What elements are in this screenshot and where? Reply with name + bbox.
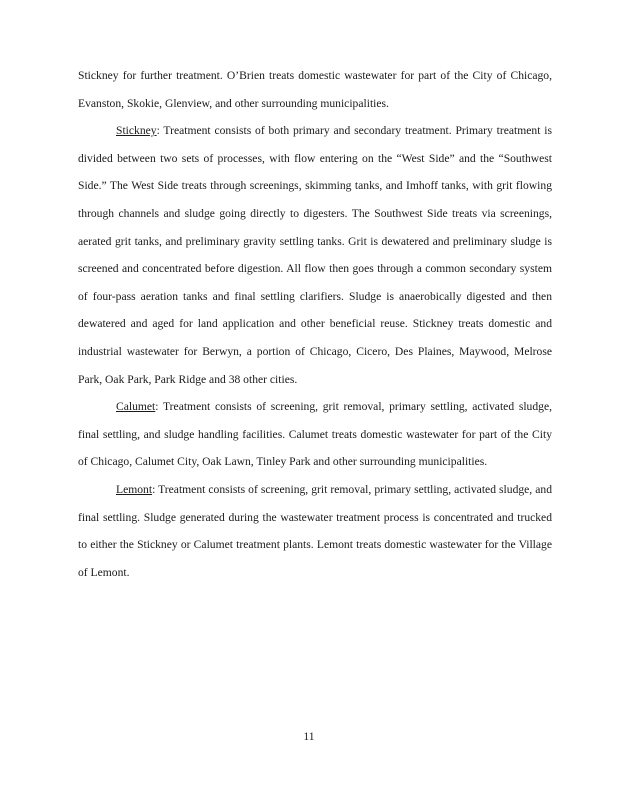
page-number: 11 <box>303 730 315 743</box>
heading-stickney: Stickney <box>116 124 157 138</box>
stickney-body: : Treatment consists of both primary and secondary treatment. Primary treatment is divided between two sets of processes, with flow entering on the “West Side” and the “Southwest Side.” The West Side treats through screenings, skimming tanks, and Imhoff tanks, with grit flowing through channels and sludge going directly to digesters. The Southwest Side treats via screenings, aerated grit tanks, and preliminary gravity settling tanks. Grit is dewatered and preliminary sludge is screened and concentrated before digestion. All flow then goes through a common secondary system of four-pass aeration tanks and final settling clarifiers. Sludge is anaerobically digested and then dewatered and aged for land application and other beneficial reuse. Stickney treats domestic and industrial wastewater for Berwyn, a portion of Chicago, Cicero, Des Plaines, Maywood, Melrose Park, Oak Park, Park Ridge and 38 other cities. <box>78 124 552 386</box>
paragraph-lemont <box>78 476 552 586</box>
lemont-body: : Treatment consists of screening, grit removal, primary settling, activated sludge, and final settling. Sludge generated during the wastewater treatment process is concentrated and trucked to either the Stickney or Calumet treatment plants. Lemont treats domestic wastewater for the Village of Lemont. <box>78 482 552 579</box>
body-text <box>78 62 552 586</box>
calumet-body: : Treatment consists of screening, grit removal, primary settling, activated sludge, final settling, and sludge handling facilities. Calumet treats domestic wastewater for part of the City of Chicago, Calumet City, Oak Lawn, Tinley Park and other surrounding municipalities. <box>78 400 552 469</box>
heading-calumet: Calumet <box>116 400 156 414</box>
heading-lemont: Lemont <box>116 482 153 496</box>
paragraph-stickney <box>78 117 552 393</box>
paragraph-calumet <box>78 393 552 476</box>
paragraph-continuation: Stickney for further treatment. O’Brien treats domestic wastewater for part of the City of Chicago, Evanston, Skokie, Glenview, and other surrounding municipalities. <box>78 69 552 110</box>
